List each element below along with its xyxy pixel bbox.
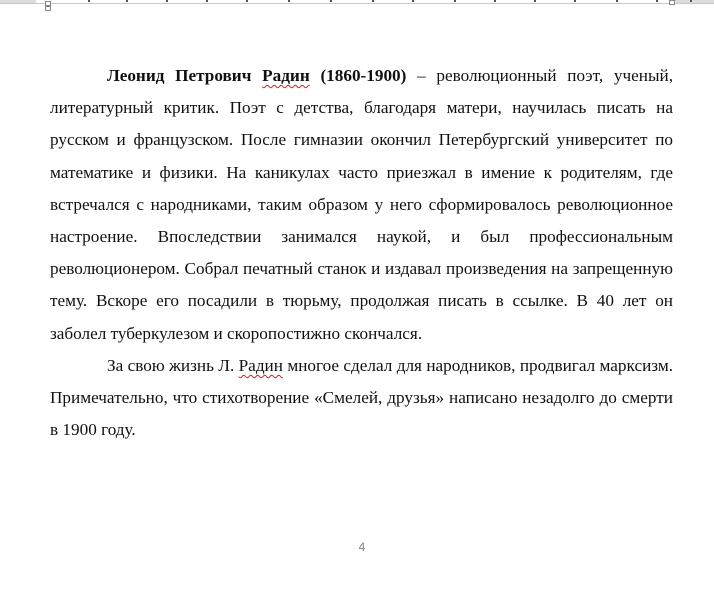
name-years: (1860-1900) [309,66,407,85]
ruler-tick [372,0,374,2]
ruler-tick [126,0,128,2]
paragraph-2[interactable] [50,350,673,447]
paragraph-2-text-before: За свою жизнь Л. [107,355,239,375]
name-first-middle: Леонид Петрович [107,66,263,85]
ruler-tick [166,0,168,2]
ruler-tick [690,0,692,2]
ruler-tick [574,0,576,2]
bold-name [107,66,406,85]
ruler-tick [454,0,456,2]
ruler-left-margin [0,0,36,3]
page-number: 4 [358,540,366,554]
spellcheck-surname-2[interactable]: Радин [238,355,283,375]
ruler-right-margin [673,0,714,3]
spellcheck-surname[interactable]: Радин [262,66,310,85]
ruler-tick [656,0,658,2]
ruler-tick [616,0,618,2]
paragraph-1-text: – революционный поэт, ученый, литературный критик. Поэт с детства, благодаря матери, научилась писать на русском и французском. После гимназии окончил Петербургский университет по математике и физики. На каникулах часто приезжал в имение к родителям, где встречался с народниками, таким образом у него сформировалось революционное настроение. Впоследствии занимался наукой, и был профессиональным революционером. Собрал печатный станок и издавал произведения на запрещенную тему. Вскоре его посадили в тюрьму, продолжая писать в ссылке. В 40 лет он заболел туберкулезом и скоропостижно скончался. [50,66,674,343]
ruler-tick [494,0,496,2]
ruler-tick [534,0,536,2]
ruler-tick [330,0,332,2]
document-page-body[interactable] [50,60,673,446]
paragraph-2-text-after: многое сделал для народников, продвигал марксизм. Примечательно, что стихотворение «Смелей, друзья» написано незадолго до смерти в 1900 году. [50,355,673,440]
ruler-tick [88,0,90,2]
paragraph-1[interactable] [50,60,673,350]
ruler-tick [412,0,414,2]
hanging-indent-marker-icon[interactable] [45,6,51,11]
ruler-tick [206,0,208,2]
horizontal-ruler[interactable] [0,0,714,4]
ruler-tick [246,0,248,2]
right-indent-marker-icon[interactable] [669,0,675,5]
ruler-tick [288,0,290,2]
